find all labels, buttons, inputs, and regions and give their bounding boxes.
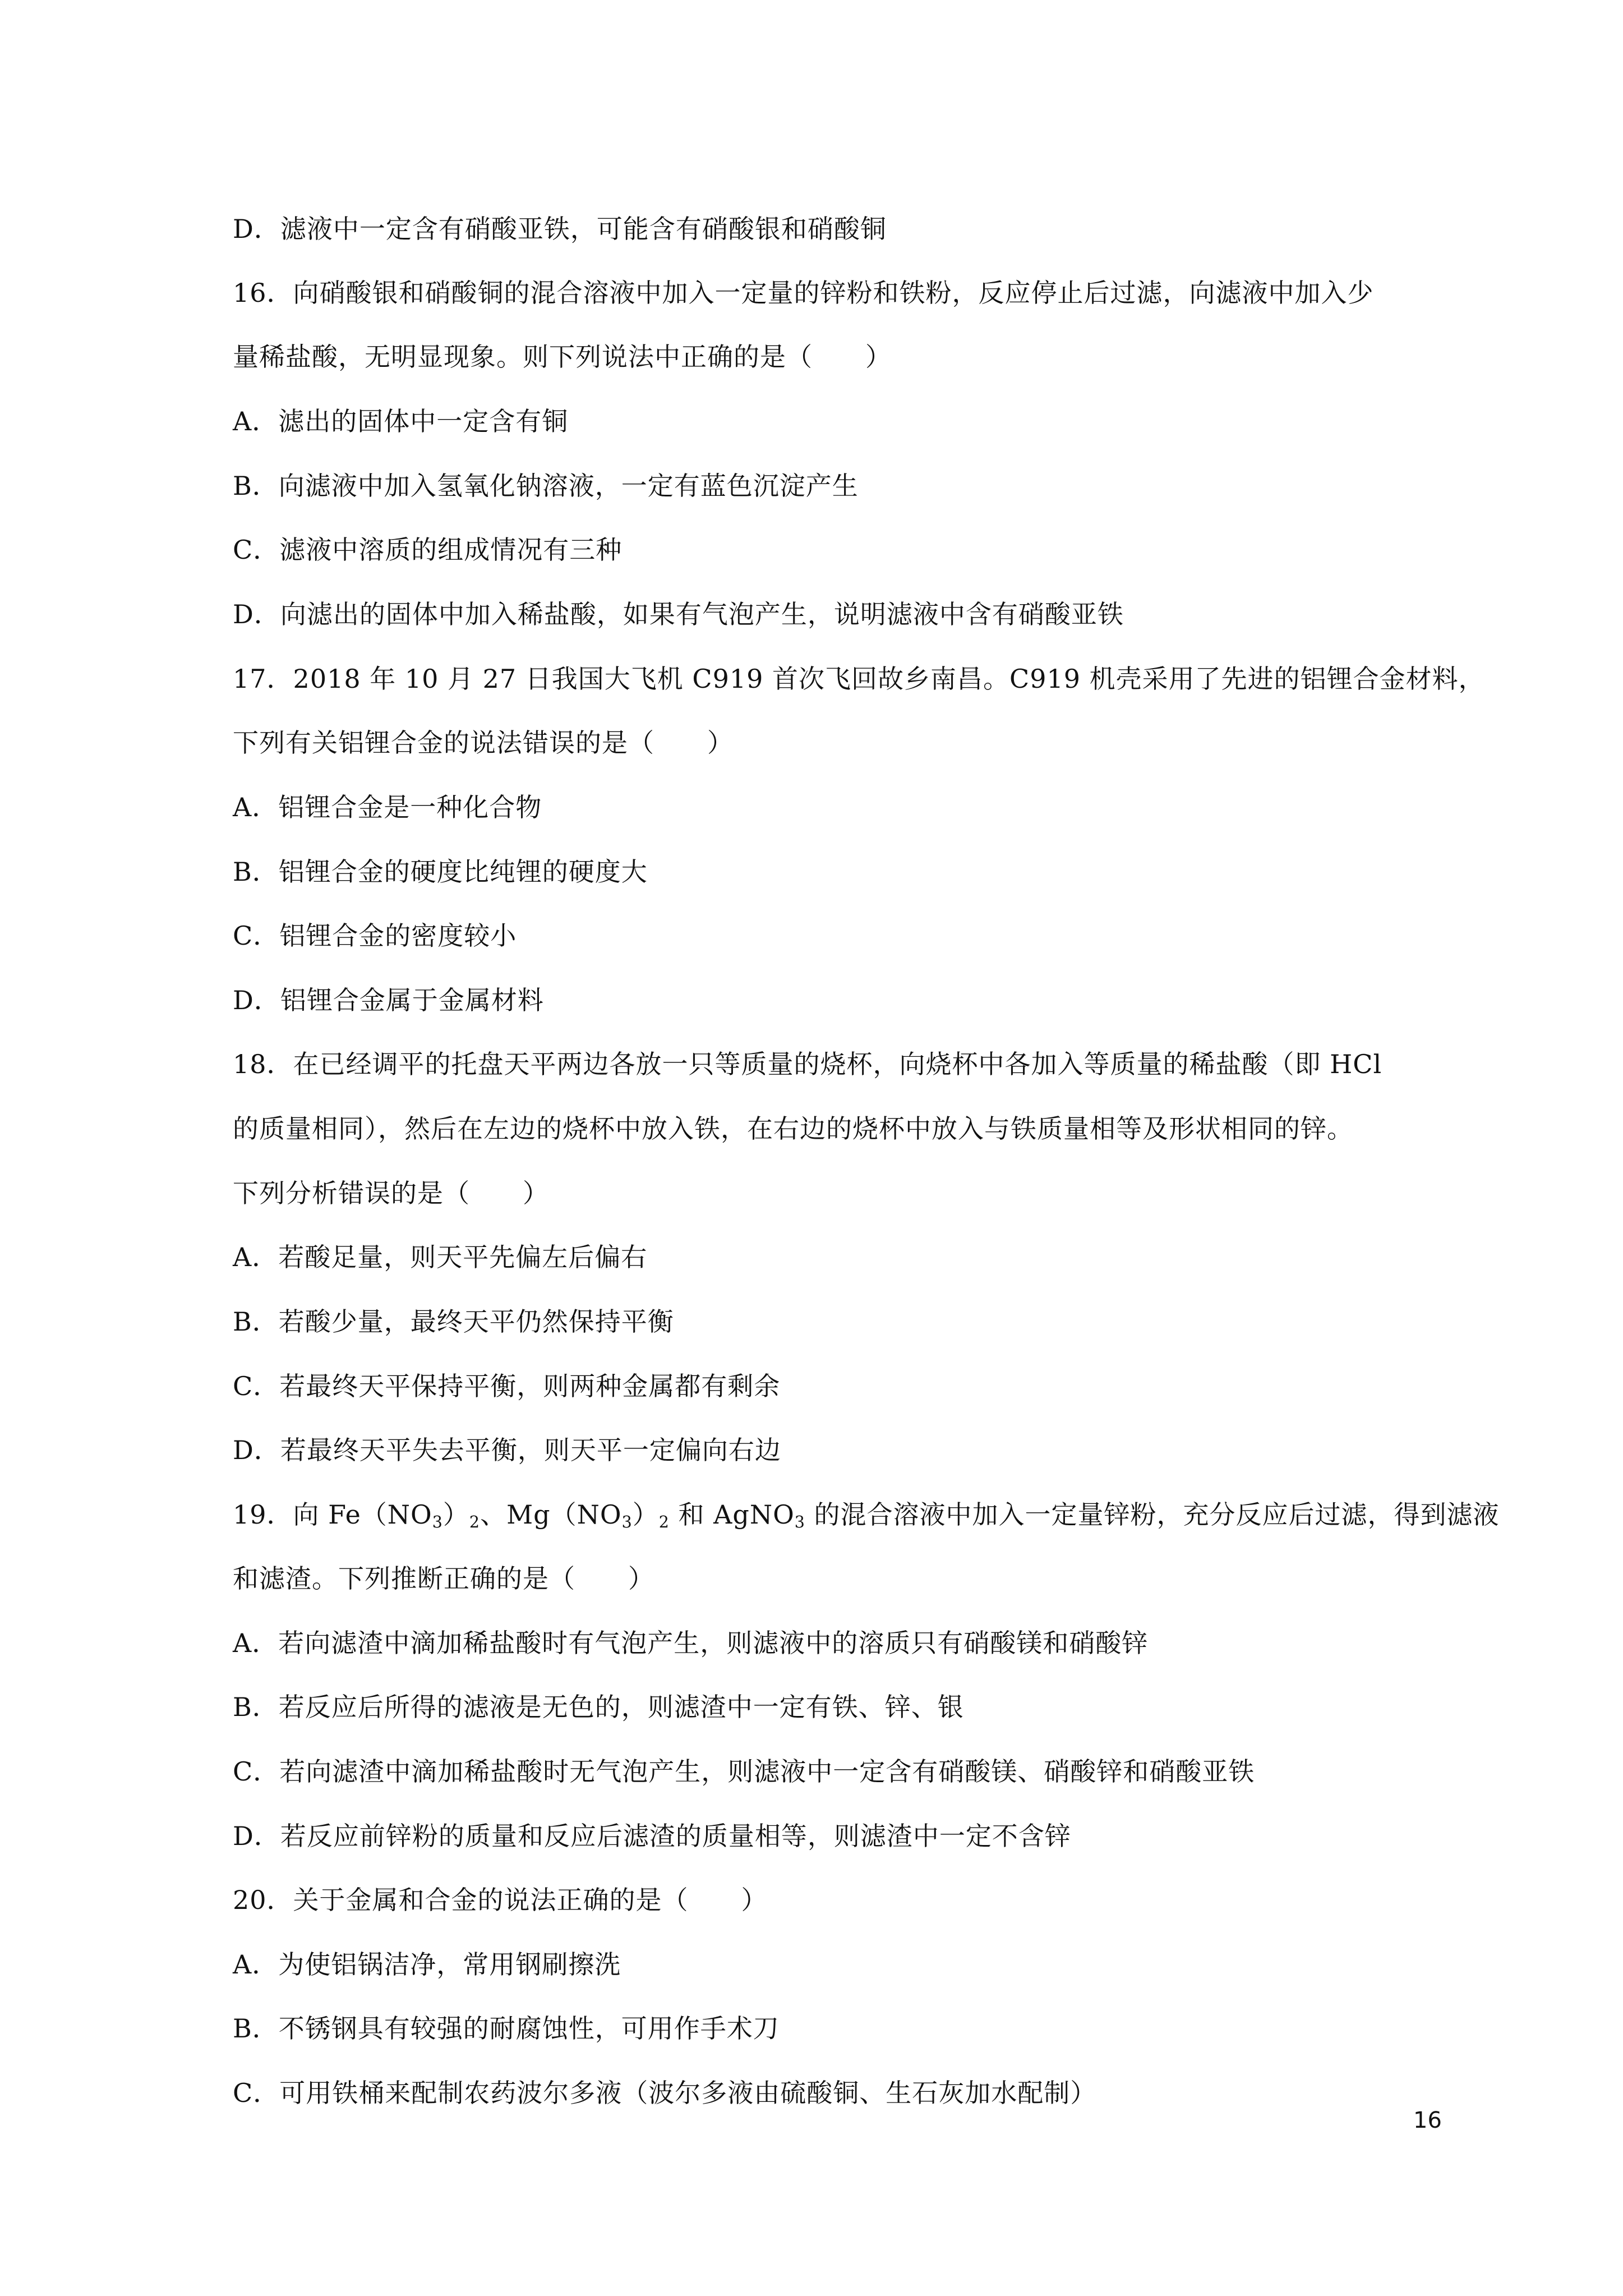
question-18 — [233, 1047, 1382, 1081]
question-number: 20． — [233, 1885, 293, 1915]
option-c: C．若向滤渣中滴加稀盐酸时无气泡产生，则滤液中一定含有硝酸镁、硝酸锌和硝酸亚铁 — [233, 1756, 1255, 1787]
question-continuation: 下列分析错误的是（ ） — [233, 1178, 549, 1208]
question-text-part: 、Mg（NO — [480, 1499, 622, 1530]
option-c: C．可用铁桶来配制农药波尔多液（波尔多液由硫酸铜、生石灰加水配制） — [233, 2078, 1097, 2108]
option-a: A．铝锂合金是一种化合物 — [233, 792, 542, 822]
option-d: D．若反应前锌粉的质量和反应后滤渣的质量相等，则滤渣中一定不含锌 — [233, 1821, 1071, 1851]
option-d: D．向滤出的固体中加入稀盐酸，如果有气泡产生，说明滤液中含有硝酸亚铁 — [233, 599, 1124, 629]
question-text-part: 的混合溶液中加入一定量锌粉，充分反应后过滤，得到滤液 — [805, 1499, 1500, 1530]
option-d: D．若最终天平失去平衡，则天平一定偏向右边 — [233, 1435, 781, 1465]
option-a: A．为使铝锅洁净，常用钢刷擦洗 — [233, 1949, 621, 1980]
question-17 — [233, 662, 1485, 696]
option-b: B．向滤液中加入氢氧化钠溶液，一定有蓝色沉淀产生 — [233, 471, 859, 501]
question-number: 19． — [233, 1499, 293, 1530]
page-number: 16 — [1413, 2108, 1442, 2133]
question-number: 17． — [233, 664, 293, 694]
option-b: B．若酸少量，最终天平仍然保持平衡 — [233, 1306, 674, 1337]
question-text: 在已经调平的托盘天平两边各放一只等质量的烧杯，向烧杯中各加入等质量的稀盐酸（即 HCl — [293, 1049, 1382, 1079]
question-number: 16． — [233, 278, 293, 308]
option-c: C．滤液中溶质的组成情况有三种 — [233, 535, 623, 565]
question-20 — [233, 1883, 768, 1917]
option-c: C．铝锂合金的密度较小 — [233, 921, 517, 951]
option-a: A．滤出的固体中一定含有铜 — [233, 406, 569, 436]
question-continuation: 下列有关铝锂合金的说法错误的是（ ） — [233, 728, 734, 758]
question-text: 向硝酸银和硝酸铜的混合溶液中加入一定量的锌粉和铁粉，反应停止后过滤，向滤液中加入少 — [293, 278, 1374, 308]
option-a: A．若酸足量，则天平先偏左后偏右 — [233, 1242, 648, 1272]
question-continuation: 的质量相同），然后在左边的烧杯中放入铁，在右边的烧杯中放入与铁质量相等及形状相同的锌。 — [233, 1114, 1353, 1144]
subscript: 3 — [794, 1513, 805, 1532]
question-text: 2018 年 10 月 27 日我国大飞机 C919 首次飞回故乡南昌。C919 机壳采用了先进的铝锂合金材料， — [293, 664, 1485, 694]
question-text-part: ） — [442, 1499, 469, 1530]
question-continuation: 和滤渣。下列推断正确的是（ ） — [233, 1563, 654, 1594]
option-b: B．不锈钢具有较强的耐腐蚀性，可用作手术刀 — [233, 2013, 780, 2044]
option-b: B．若反应后所得的滤液是无色的，则滤渣中一定有铁、锌、银 — [233, 1692, 964, 1722]
question-number: 18． — [233, 1049, 293, 1079]
subscript: 2 — [658, 1513, 670, 1532]
option-a: A．若向滤渣中滴加稀盐酸时有气泡产生，则滤液中的溶质只有硝酸镁和硝酸锌 — [233, 1628, 1149, 1658]
question-text: 关于金属和合金的说法正确的是（ ） — [293, 1885, 768, 1915]
subscript: 3 — [621, 1513, 633, 1532]
option-b: B．铝锂合金的硬度比纯锂的硬度大 — [233, 857, 648, 887]
question-16 — [233, 276, 1374, 310]
question-19 — [233, 1498, 1500, 1531]
question-text-part: ） — [632, 1499, 659, 1530]
option-d: D．铝锂合金属于金属材料 — [233, 985, 544, 1015]
option-c: C．若最终天平保持平衡，则两种金属都有剩余 — [233, 1371, 781, 1401]
subscript: 3 — [432, 1513, 443, 1532]
question-text-part: 和 AgNO — [669, 1499, 795, 1530]
question-text-part: 向 Fe（NO — [293, 1499, 432, 1530]
question-continuation: 量稀盐酸，无明显现象。则下列说法中正确的是（ ） — [233, 342, 892, 372]
option-text: D．滤液中一定含有硝酸亚铁，可能含有硝酸银和硝酸铜 — [233, 214, 887, 244]
subscript: 2 — [469, 1513, 481, 1532]
